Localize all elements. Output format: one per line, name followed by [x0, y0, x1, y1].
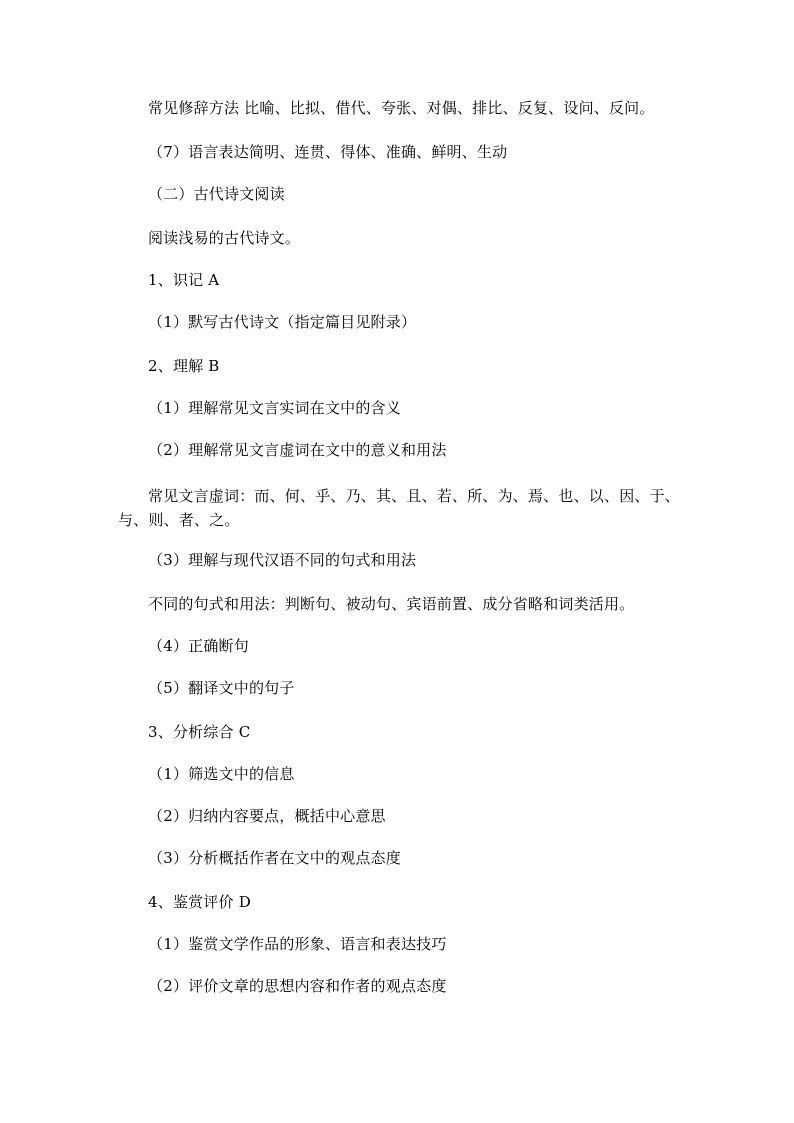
paragraph-sentence-patterns: 不同的句式和用法：判断句、被动句、宾语前置、成分省略和词类活用。: [148, 595, 635, 613]
subheading-analyze: 3、分析综合 C: [148, 723, 251, 741]
subheading-memorize: 1、识记 A: [148, 271, 220, 289]
item-appreciate-literature: （1）鉴赏文学作品的形象、语言和表达技巧: [148, 935, 447, 953]
paragraph-read-ancient-texts: 阅读浅易的古代诗文。: [148, 229, 301, 247]
item-function-words: （2）理解常见文言虚词在文中的意义和用法: [148, 441, 447, 459]
item-summarize: （2）归纳内容要点，概括中心意思: [148, 807, 386, 825]
paragraph-function-words-list: 常见文言虚词：而、何、乎、乃、其、且、若、所、为、焉、也、以、因、于、与、则、者、之。: [118, 487, 681, 529]
item-language-expression: （7）语言表达简明、连贯、得体、准确、鲜明、生动: [148, 143, 508, 161]
section-heading-ancient-poetry: （二）古代诗文阅读: [148, 185, 285, 203]
item-sentence-patterns: （3）理解与现代汉语不同的句式和用法: [148, 551, 417, 569]
item-dictation: （1）默写古代诗文（指定篇目见附录）: [148, 313, 417, 331]
subheading-understand: 2、理解 B: [148, 357, 220, 375]
item-translate: （5）翻译文中的句子: [148, 679, 295, 697]
item-author-attitude: （3）分析概括作者在文中的观点态度: [148, 849, 401, 867]
item-evaluate-content: （2）评价文章的思想内容和作者的观点态度: [148, 977, 447, 995]
item-content-words: （1）理解常见文言实词在文中的含义: [148, 399, 401, 417]
paragraph-rhetoric-methods: 常见修辞方法 比喻、比拟、借代、夸张、对偶、排比、反复、设问、反问。: [148, 99, 655, 117]
item-punctuate: （4）正确断句: [148, 637, 249, 655]
subheading-appreciate: 4、鉴赏评价 D: [148, 893, 251, 911]
item-filter-info: （1）筛选文中的信息: [148, 765, 295, 783]
